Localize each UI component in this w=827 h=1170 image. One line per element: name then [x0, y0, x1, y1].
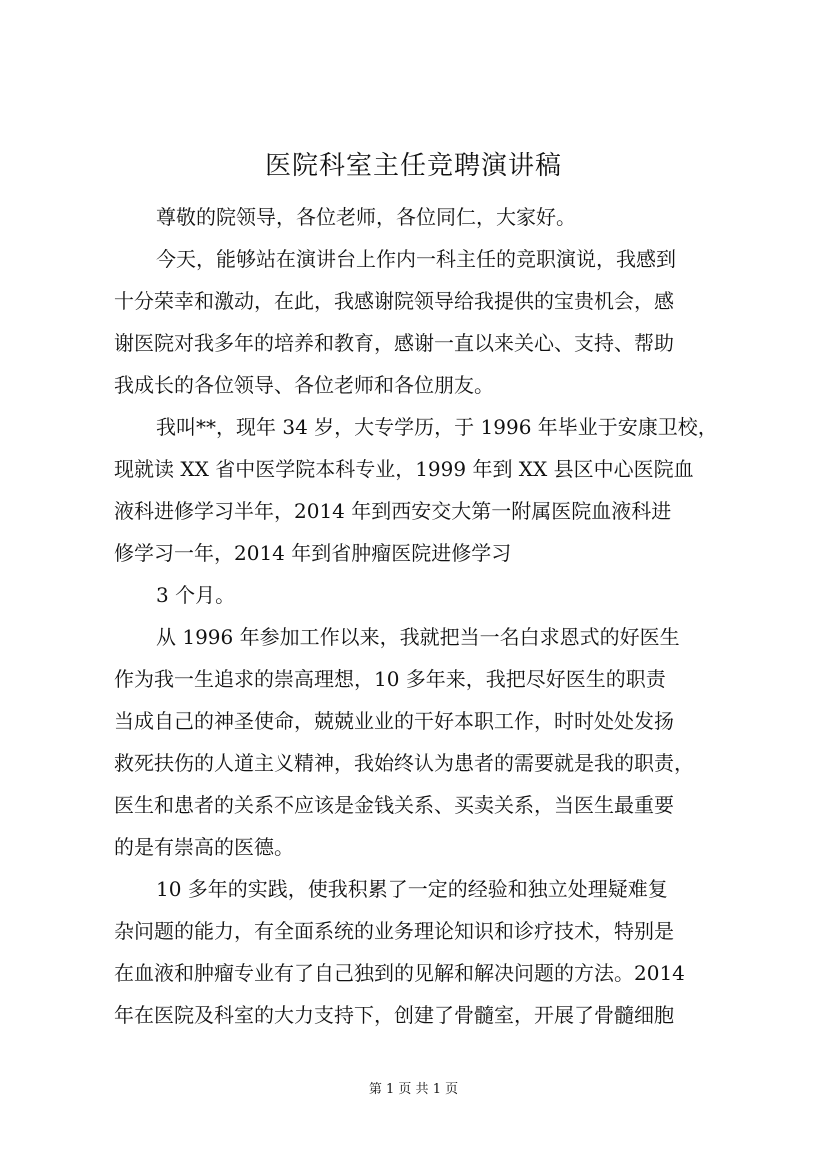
text-line: 液科进修学习半年，2014 年到西安交大第一附属医院血液科进 — [114, 499, 672, 523]
text-line: 在血液和肿瘤专业有了自己独到的见解和解决问题的方法。2014 — [114, 961, 685, 985]
text-line: 10 多年的实践，使我积累了一定的经验和独立处理疑难复 — [156, 877, 668, 901]
document-title: 医院科室主任竞聘演讲稿 — [264, 151, 562, 181]
text-line: 3 个月。 — [156, 583, 236, 607]
text-line: 作为我一生追求的崇高理想，10 多年来，我把尽好医生的职责 — [114, 667, 666, 691]
text-line: 谢医院对我多年的培养和教育，感谢一直以来关心、支持、帮助 — [114, 331, 674, 355]
text-line: 杂问题的能力，有全面系统的业务理论知识和诊疗技术，特别是 — [114, 919, 674, 943]
text-line: 我成长的各位领导、各位老师和各位朋友。 — [114, 373, 494, 397]
text-line: 现就读 XX 省中医学院本科专业，1999 年到 XX 县区中心医院血 — [114, 457, 694, 481]
page-footer: 第 1 页 共 1 页 — [368, 1082, 459, 1097]
document-body — [114, 196, 730, 1036]
text-line: 尊敬的院领导，各位老师，各位同仁，大家好。 — [156, 205, 576, 229]
text-line: 今天，能够站在演讲台上作内一科主任的竞职演说，我感到 — [156, 247, 676, 271]
text-line: 当成自己的神圣使命，兢兢业业的干好本职工作，时时处处发扬 — [114, 709, 674, 733]
text-line: 我叫**，现年 34 岁，大专学历，于 1996 年毕业于安康卫校， — [156, 415, 718, 439]
text-line: 救死扶伤的人道主义精神，我始终认为患者的需要就是我的职责， — [114, 751, 694, 775]
text-line: 修学习一年，2014 年到省肿瘤医院进修学习 — [114, 541, 512, 565]
text-line: 从 1996 年参加工作以来，我就把当一名白求恩式的好医生 — [156, 625, 680, 649]
text-line: 十分荣幸和激动，在此，我感谢院领导给我提供的宝贵机会，感 — [114, 289, 674, 313]
text-line: 年在医院及科室的大力支持下，创建了骨髓室，开展了骨髓细胞 — [114, 1003, 674, 1027]
text-line: 的是有崇高的医德。 — [114, 835, 294, 859]
text-line: 医生和患者的关系不应该是金钱关系、买卖关系，当医生最重要 — [114, 793, 674, 817]
